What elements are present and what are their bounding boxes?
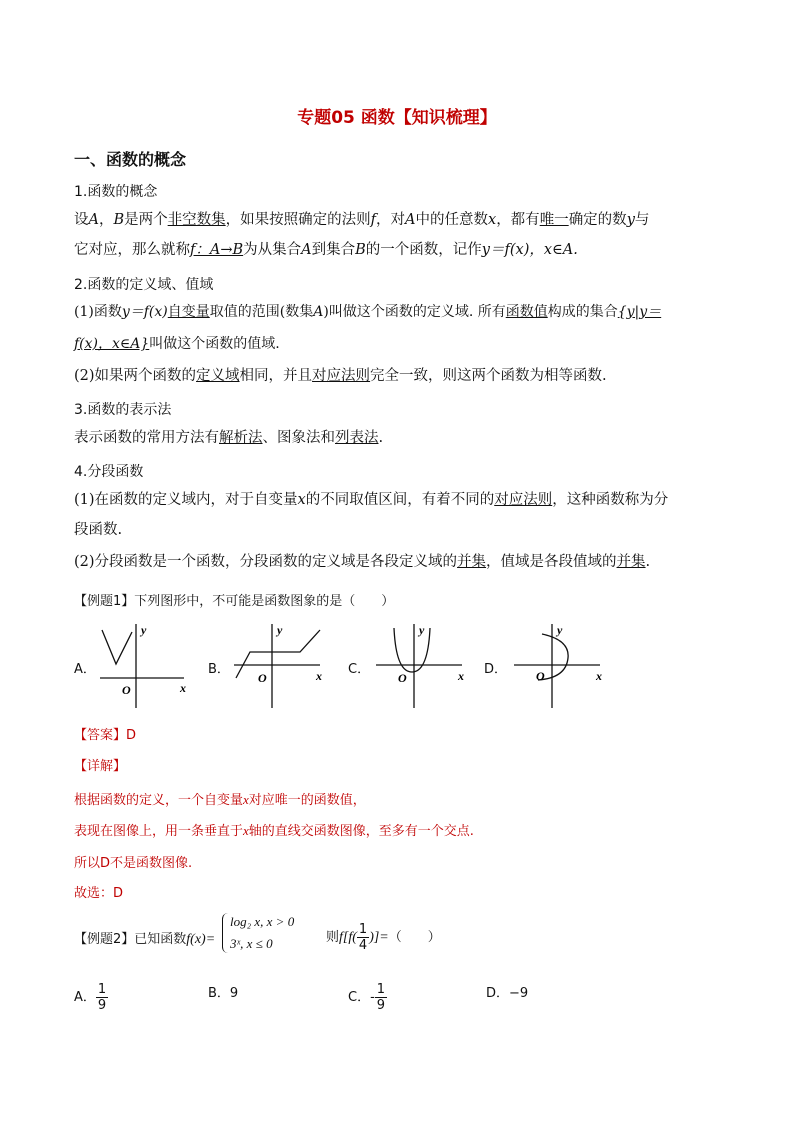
- y-label: y: [277, 623, 283, 637]
- example1-answer: 【答案】D: [74, 728, 137, 743]
- curve: [102, 630, 132, 664]
- sub-heading-representation: 3.函数的表示法: [74, 402, 172, 418]
- example1-detail-line-3: 所以D不是函数图像.: [74, 856, 193, 871]
- origin-label: O: [258, 671, 267, 685]
- curve: [236, 630, 320, 678]
- example2-option-b: B．9: [208, 986, 239, 1001]
- section-heading: 一、函数的概念: [74, 150, 187, 169]
- piecewise-case-1: log₂ x, x > 0: [230, 914, 295, 929]
- x-label: x: [316, 669, 322, 683]
- example2-option-d: D．−9: [486, 986, 529, 1001]
- concept-line-1: 设A，B是两个非空数集，如果按照确定的法则f，对A中的任意数x，都有唯一确定的数y与: [74, 212, 650, 228]
- domain-line-3: (2)如果两个函数的定义域相同，并且对应法则完全一致，则这两个函数为相等函数.: [74, 368, 607, 384]
- example2-question-prefix: 【例题2】已知函数f(x)=: [74, 932, 216, 947]
- example2-option-c: C．- $\frac{1}{9}$: [348, 982, 386, 1013]
- example1-detail-line-4: 故选：D: [74, 886, 124, 901]
- piecewise-case-2: 3ˣ, x ≤ 0: [230, 936, 273, 951]
- sub-heading-concept: 1.函数的概念: [74, 184, 158, 200]
- x-label: x: [458, 669, 464, 683]
- concept-line-2: 它对应，那么就称f：A→B为从集合A到集合B的一个函数，记作y＝f(x)，x∈A.: [74, 242, 578, 258]
- example1-detail-line-1: 根据函数的定义，一个自变量x对应唯一的函数值，: [74, 792, 366, 808]
- option-b-graph: [228, 620, 328, 710]
- piecewise-line-3: (2)分段函数是一个函数，分段函数的定义域是各段定义域的并集，值域是各段值域的并集.: [74, 554, 651, 570]
- x-label: x: [180, 681, 186, 695]
- option-d-label: D．: [484, 662, 508, 677]
- domain-line-1: (1)函数y＝f(x)自变量取值的范围(数集A)叫做这个函数的定义域. 所有函数值构成的集合{y|y＝: [74, 304, 662, 320]
- piecewise-brace: [222, 913, 229, 953]
- y-label: y: [557, 623, 563, 637]
- y-label: y: [141, 623, 147, 637]
- x-label: x: [596, 669, 602, 683]
- piecewise-line-1: (1)在函数的定义域内，对于自变量x的不同取值区间，有着不同的对应法则，这种函数称为分: [74, 492, 669, 508]
- option-b-label: B．: [208, 662, 230, 677]
- y-label: y: [419, 623, 425, 637]
- sub-heading-piecewise: 4.分段函数: [74, 464, 144, 480]
- representation-line: 表示函数的常用方法有解析法、图象法和列表法.: [74, 430, 384, 446]
- option-d-graph: [508, 620, 608, 710]
- origin-label: O: [536, 669, 545, 683]
- example2-question-suffix: 则f[f( $\frac{1}{4}$ )]=（ ）: [326, 922, 441, 953]
- example1-detail-line-2: 表现在图像上，用一条垂直于x轴的直线交函数图像，至多有一个交点.: [74, 823, 474, 839]
- sub-heading-domain-range: 2.函数的定义域、值域: [74, 277, 214, 293]
- page-title: 专题05 函数【知识梳理】: [297, 108, 497, 128]
- domain-line-2: f(x)，x∈A}叫做这个函数的值域.: [74, 336, 280, 352]
- example2-option-a: A． $\frac{1}{9}$: [74, 982, 107, 1013]
- option-a-label: A．: [74, 662, 96, 677]
- option-a-graph: [92, 620, 192, 710]
- origin-label: O: [398, 671, 407, 685]
- example1-detail-label: 【详解】: [74, 759, 127, 774]
- example1-question: 【例题1】下列图形中，不可能是函数图象的是（ ）: [74, 594, 395, 609]
- option-c-graph: [370, 620, 470, 710]
- origin-label: O: [122, 683, 131, 697]
- option-c-label: C．: [348, 662, 371, 677]
- piecewise-line-2: 段函数.: [74, 522, 123, 538]
